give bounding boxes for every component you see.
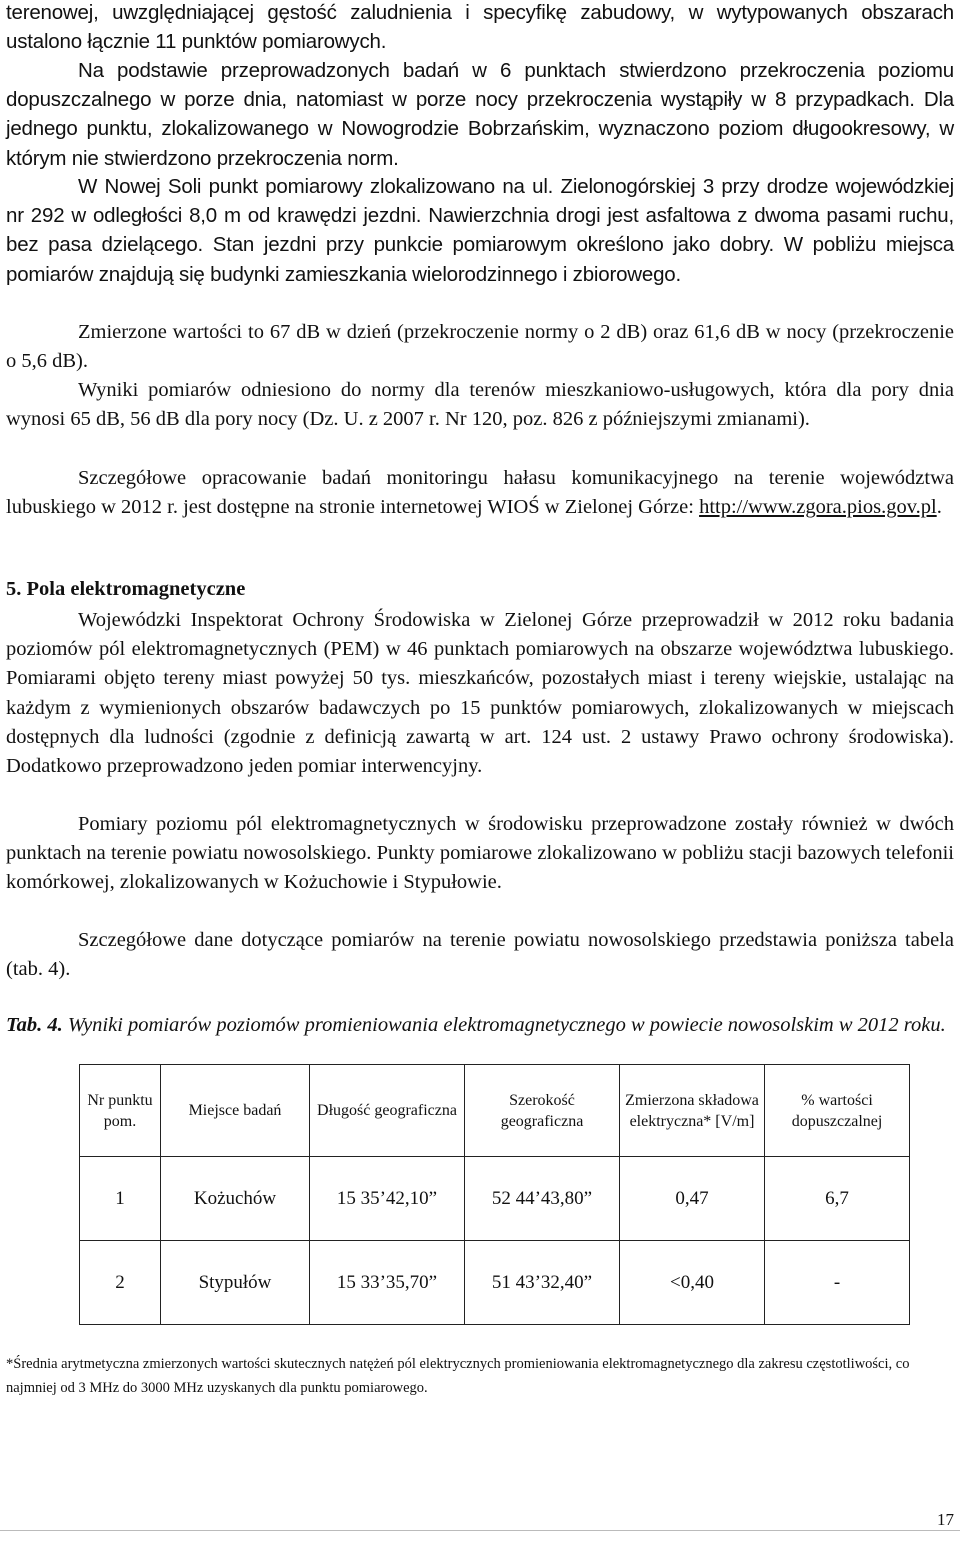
paragraph-measured-values: Zmierzone wartości to 67 dB w dzień (przekroczenie normy o 2 dB) oraz 61,6 dB w nocy (przekroczenie o 5,6 dB). (6, 321, 954, 373)
cell-location: Stypułów (161, 1241, 310, 1325)
paragraph-noise-results: Na podstawie przeprowadzonych badań w 6 punktach stwierdzono przekroczenia poziomu dopuszczalnego w porze dnia, natomiast w porze nocy przekroczenia wystąpiły w 8 przypadkach. Dla jednego punktu, zlokalizowanego w Nowogrodzie Bobrzańskim, wyznaczono poziom długookresowy, w którym nie stwierdzono przekroczenia norm. (6, 59, 954, 170)
paragraph-details-end: . (936, 496, 942, 519)
section-heading (6, 578, 245, 601)
footer-divider (0, 1530, 960, 1531)
paragraph-intro: terenowej, uwzględniającej gęstość zaludnienia i specyfikę zabudowy, w wytypowanych obszarach ustalono łącznie 11 punktów pomiarowych. (6, 1, 954, 54)
cell-longitude: 15 33’35,70” (310, 1241, 465, 1325)
header-location: Miejsce badań (161, 1065, 310, 1157)
cell-longitude: 15 35’42,10” (310, 1157, 465, 1241)
table-header-row (80, 1065, 910, 1157)
cell-latitude: 52 44’43,80” (465, 1157, 620, 1241)
paragraph-details-text: Szczegółowe opracowanie badań monitoringu hałasu komunikacyjnego na terenie województwa lubuskiego w 2012 r. jest dostępne na stronie internetowej WIOŚ w Zielonej Górze: (6, 467, 954, 519)
cell-electric-component: 0,47 (620, 1157, 765, 1241)
header-electric-component: Zmierzona składowa elektryczna* [V/m] (620, 1065, 765, 1157)
header-longitude: Długość geograficzna (310, 1065, 465, 1157)
table-row (80, 1157, 910, 1241)
cell-percent-allowed: - (765, 1241, 910, 1325)
paragraph-pem-intro: Wojewódzki Inspektorat Ochrony Środowiska w Zielonej Górze przeprowadził w 2012 roku badania poziomów pól elektromagnetycznych (PEM) w 46 punktach pomiarowych na obszarze województwa lubuskiego. Pomiarami objęto tereny miast powyżej 50 tys. mieszkańców, pozostałych miast i tereny wiejskie, ustalając na każdym z wymienionych obszarów badawczych po 15 punktów pomiarowych, zlokalizowanych w miejscach dostępnych dla ludności (zgodnie z definicją zawartą w art. 124 ust. 2 ustawy Prawo ochrony środowiska). Dodatkowo przeprowadzono jeden pomiar interwencyjny. (6, 609, 954, 778)
table-row (80, 1241, 910, 1325)
measurement-table (79, 1064, 910, 1325)
table-caption-label: Tab. 4. (6, 1014, 63, 1036)
section-number: 5. (6, 578, 22, 600)
table-caption (6, 1012, 954, 1038)
cell-point-number: 2 (80, 1241, 161, 1325)
table-footnote: *Średnia arytmetyczna zmierzonych wartości skutecznych natężeń pól elektrycznych promieniowania elektromagnetycznego dla zakresu częstotliwości, co najmniej od 3 MHz do 3000 MHz uzyskanych dla punktu pomiarowego. (6, 1356, 910, 1396)
table-caption-text: Wyniki pomiarów poziomów promieniowania elektromagnetycznego w powiecie nowosolskim w 2012 roku. (62, 1014, 946, 1036)
cell-point-number: 1 (80, 1157, 161, 1241)
cell-percent-allowed: 6,7 (765, 1157, 910, 1241)
cell-location: Kożuchów (161, 1157, 310, 1241)
page-number: 17 (937, 1510, 954, 1529)
paragraph-table-ref: Szczegółowe dane dotyczące pomiarów na terenie powiatu nowosolskiego przedstawia poniższa tabela (tab. 4). (6, 929, 954, 981)
section-title: Pola elektromagnetyczne (26, 578, 246, 600)
paragraph-nowa-sol: W Nowej Soli punkt pomiarowy zlokalizowano na ul. Zielonogórskiej 3 przy drodze wojewódzkiej nr 292 w odległości 8,0 m od krawędzi jezdni. Nawierzchnia drogi jest asfaltowa z dwoma pasami ruchu, bez pasa dzielącego. Stan jezdni przy punkcie pomiarowym określono jako dobry. W pobliżu miejsca pomiarów znajdują się budynki zamieszkania wielorodzinnego i zbiorowego. (6, 175, 954, 286)
cell-electric-component: <0,40 (620, 1241, 765, 1325)
paragraph-norms: Wyniki pomiarów odniesiono do normy dla terenów mieszkaniowo-usługowych, która dla pory dnia wynosi 65 dB, 56 dB dla pory nocy (Dz. U. z 2007 r. Nr 120, poz. 826 z późniejszymi zmianami). (6, 379, 954, 431)
wios-website-link[interactable]: http://www.zgora.pios.gov.pl (699, 496, 937, 519)
paragraph-pem-nowa-sol: Pomiary poziomu pól elektromagnetycznych w środowisku przeprowadzone zostały również w dwóch punktach na terenie powiatu nowosolskiego. Punkty pomiarowe zlokalizowano w pobliżu stacji bazowych telefonii komórkowej, zlokalizowanych w Kożuchowie i Stypułowie. (6, 813, 954, 894)
paragraph-details-link (6, 464, 954, 522)
header-percent-allowed: % wartości dopuszczalnej (765, 1065, 910, 1157)
cell-latitude: 51 43’32,40” (465, 1241, 620, 1325)
header-point-number: Nr punktu pom. (80, 1065, 161, 1157)
header-latitude: Szerokość geograficzna (465, 1065, 620, 1157)
